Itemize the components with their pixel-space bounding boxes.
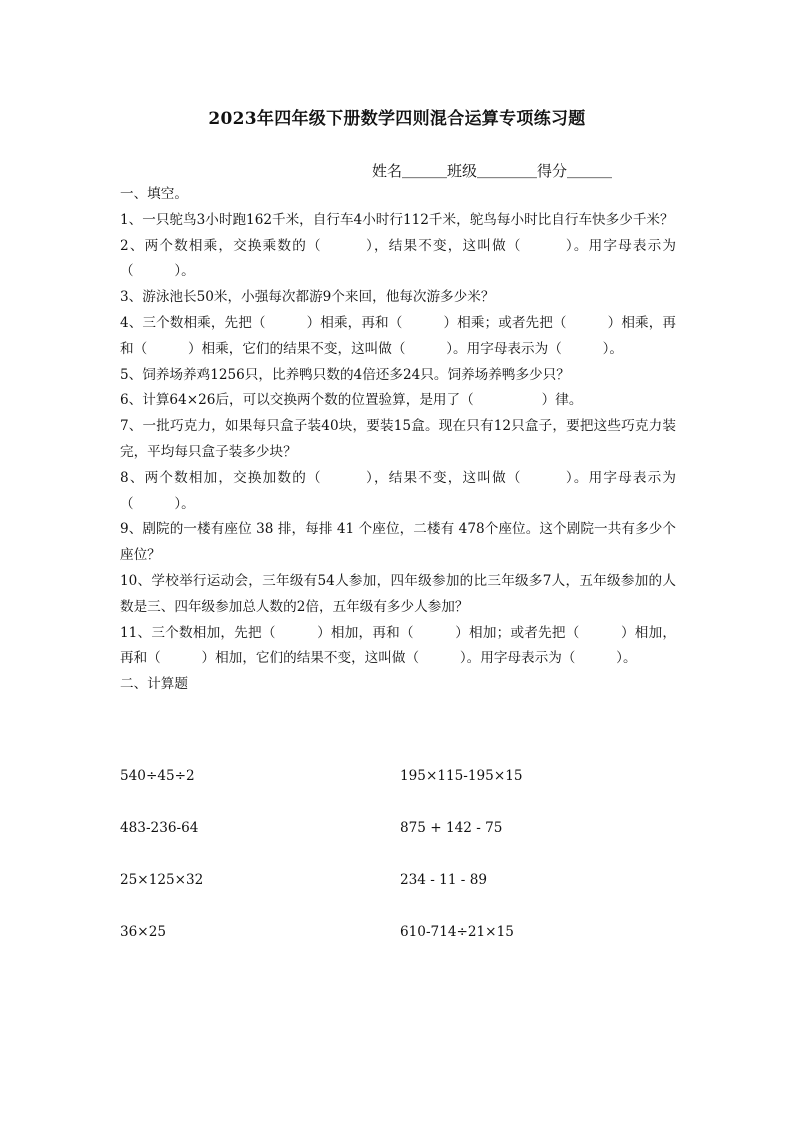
question-3: 3、游泳池长50米，小强每次都游9个来回，他每次游多少米？: [120, 289, 495, 306]
calc-problem: 540÷45÷2: [120, 768, 195, 784]
calc-problem: 25×125×32: [120, 872, 204, 888]
question-2: 2、两个数相乘，交换乘数的（ ），结果不变，这叫做（ ）。用字母表示为（ ）。: [120, 237, 676, 280]
calculation-section: [120, 768, 680, 976]
calc-row: [120, 820, 680, 872]
section-heading-fill-in: 一、填空。: [120, 186, 188, 202]
question-1: 1、一只鸵鸟3小时跑162千米，自行车4小时行112千米，鸵鸟每小时比自行车快多少千米？: [120, 211, 674, 228]
question-11: 11、三个数相加，先把（ ）相加，再和（ ）相加；或者先把（ ）相加，再和（ ）相加，它们的结果不变，这叫做（ ）。用字母表示为（ ）。: [120, 624, 676, 667]
question-5: 5、饲养场养鸡1256只，比养鸭只数的4倍还多24只。饲养场养鸭多少只？: [120, 366, 570, 383]
calc-problem: 195×115-195×15: [400, 768, 523, 784]
question-7: 7、一批巧克力，如果每只盒子装40块，要装15盒。现在只有12只盒子，要把这些巧克力装完，平均每只盒子装多少块？: [120, 418, 676, 460]
calc-problem: 234 - 11 - 89: [400, 872, 488, 888]
question-9: 9、剧院的一楼有座位 38 排，每排 41 个座位，二楼有 478个座位。这个剧院一共有多少个座位？: [120, 521, 676, 564]
calc-problem: 483-236-64: [120, 820, 199, 836]
calc-row: [120, 924, 680, 976]
question-6: 6、计算64×26后，可以交换两个数的位置验算，是用了（ ）律。: [120, 392, 583, 409]
calc-row: [120, 768, 680, 820]
calc-row: [120, 872, 680, 924]
section-heading-calculation: 二、计算题: [120, 676, 188, 693]
fill-in-section: [120, 182, 676, 698]
question-8: 8、两个数相加，交换加数的（ ），结果不变，这叫做（ ）。用字母表示为（ ）。: [120, 469, 676, 512]
page-title: 2023年四年级下册数学四则混合运算专项练习题: [208, 109, 586, 129]
question-4: 4、三个数相乘，先把（ ）相乘，再和（ ）相乘；或者先把（ ）相乘，再和（ ）相乘，它们的结果不变，这叫做（ ）。用字母表示为（ ）。: [120, 314, 676, 357]
calc-problem: 875 + 142 - 75: [400, 820, 503, 836]
calc-problem: 610-714÷21×15: [400, 924, 514, 940]
calc-problem: 36×25: [120, 924, 166, 940]
question-10: 10、学校举行运动会，三年级有54人参加，四年级参加的比三年级多7人，五年级参加的人数是三、四年级参加总人数的2倍，五年级有多少人参加？: [120, 572, 676, 615]
student-info-line: 姓名＿＿＿班级＿＿＿＿得分＿＿＿: [372, 162, 613, 180]
